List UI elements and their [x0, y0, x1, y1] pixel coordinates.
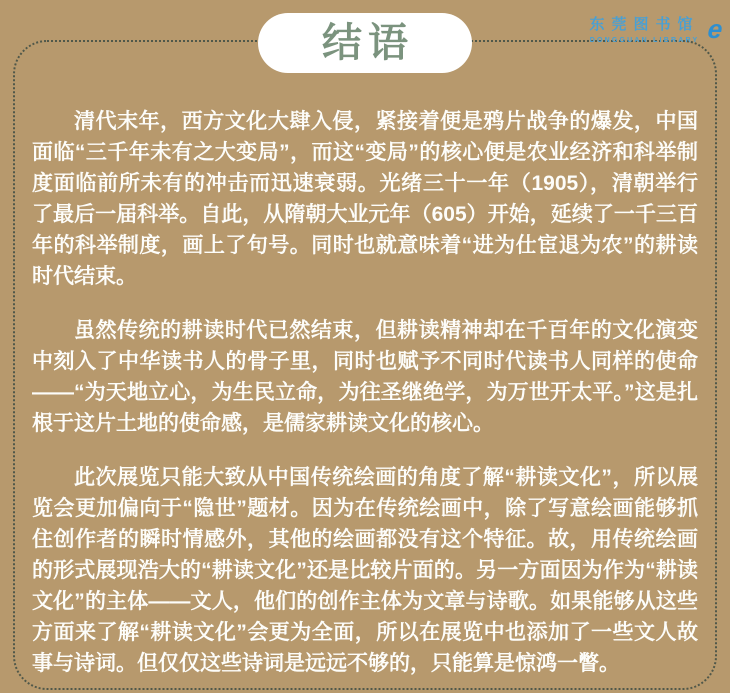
section-title: 结语	[322, 21, 414, 65]
section-title-badge	[258, 13, 472, 73]
library-name-en: DONGGUAN LIBRARY	[589, 37, 700, 44]
paragraph-2: 虽然传统的耕读时代已然结束，但耕读精神却在千百年的文化演变中刻入了中华读书人的骨子里，同时也赋予不同时代读书人同样的使命——“为天地立心，为生民立命，为往圣继绝学，为万世开太平。”这是扎根于这片土地的使命感，是儒家耕读文化的核心。	[32, 319, 698, 435]
library-logo-icon: e	[705, 14, 724, 44]
library-name-cn: 东莞图书馆	[589, 16, 700, 33]
library-logo	[589, 14, 724, 45]
paragraph-3: 此次展览只能大致从中国传统绘画的角度了解“耕读文化”，所以展览会更加偏向于“隐世”题材。因为在传统绘画中，除了写意绘画能够抓住创作者的瞬时情感外，其他的绘画都没有这个特征。故，用传统绘画的形式展现浩大的“耕读文化”还是比较片面的。另一方面因为作为“耕读文化”的主体——文人，他们的创作主体为文章与诗歌。如果能够从这些方面来了解“耕读文化”会更为全面，所以在展览中也添加了一些文人故事与诗词。但仅仅这些诗词是远远不够的，只能算是惊鸿一瞥。	[32, 466, 698, 675]
library-logo-text	[590, 17, 700, 45]
conclusion-text	[32, 106, 698, 679]
paragraph-1: 清代末年，西方文化大肆入侵，紧接着便是鸦片战争的爆发，中国面临“三千年未有之大变局”，而这“变局”的核心便是农业经济和科举制度面临前所未有的冲击而迅速衰弱。光绪三十一年（1905），清朝举行了最后一届科举。自此，从隋朝大业元年（605）开始，延续了一千三百年的科举制度，画上了句号。同时也就意味着“进为仕宦退为农”的耕读时代结束。	[32, 110, 698, 288]
